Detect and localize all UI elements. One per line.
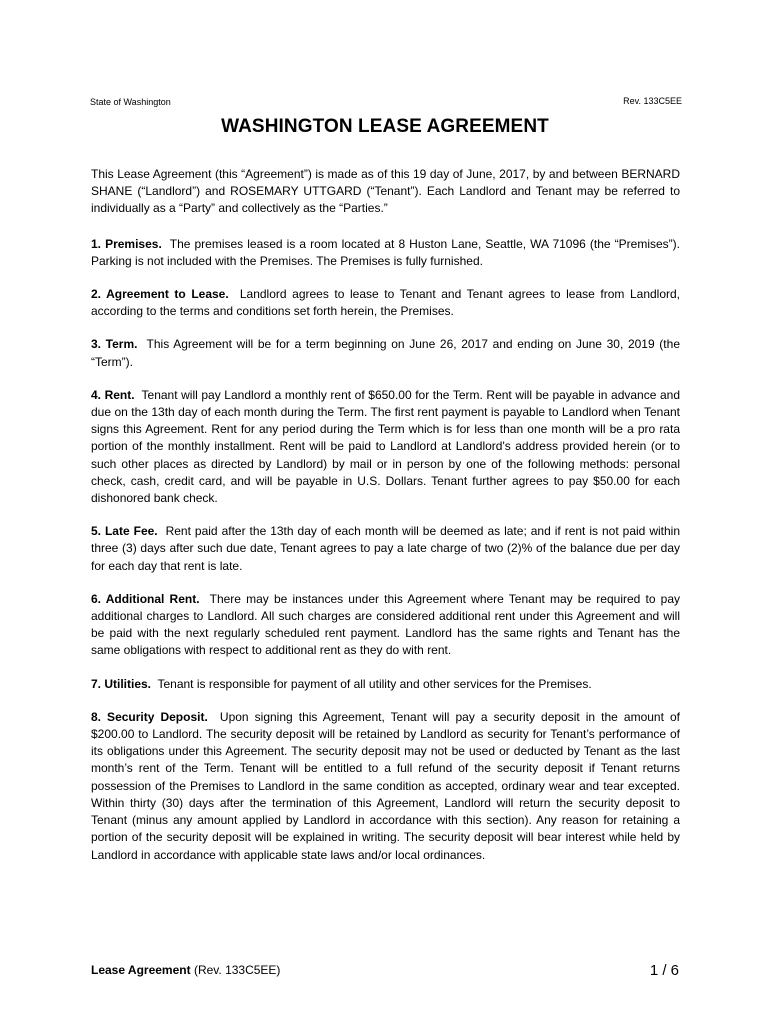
- section-text: Tenant is responsible for payment of all utility and other services for the Premises.: [157, 676, 592, 691]
- section-heading: 3. Term.: [91, 337, 138, 352]
- section-term: [91, 336, 680, 370]
- footer-doc-name: Lease Agreement: [91, 963, 191, 977]
- document-title: WASHINGTON LEASE AGREEMENT: [221, 116, 549, 137]
- section-additional-rent: [91, 591, 680, 660]
- section-heading: 7. Utilities.: [91, 676, 152, 691]
- section-late-fee: [91, 523, 680, 575]
- section-agreement-to-lease: [91, 286, 680, 320]
- state-label: State of Washington: [90, 97, 171, 107]
- section-heading: 6. Additional Rent.: [91, 591, 200, 606]
- section-text: This Agreement will be for a term beginning on June 26, 2017 and ending on June 30, 2019 (the “Term”).: [91, 337, 680, 369]
- section-text: Landlord agrees to lease to Tenant and Tenant agrees to lease from Landlord, according to the terms and conditions set forth herein, the Premises.: [91, 287, 681, 319]
- section-heading: 5. Late Fee.: [91, 524, 158, 539]
- section-heading: 2. Agreement to Lease.: [91, 287, 229, 302]
- section-text: There may be instances under this Agreement where Tenant may be required to pay additional charges to Landlord. All such charges are considered additional rent under this Agreement and will be paid with the next regularly scheduled rent payment. Landlord has the same rights and Tenant has the same obligations with respect to additional rent as they do with rent.: [91, 591, 680, 658]
- section-heading: 1. Premises.: [91, 236, 162, 251]
- section-security-deposit: [91, 709, 680, 864]
- section-premises: [91, 236, 680, 270]
- section-heading: 4. Rent.: [91, 387, 135, 402]
- section-heading: 8. Security Deposit.: [91, 709, 208, 724]
- intro-paragraph: This Lease Agreement (this “Agreement”) is made as of this 19 day of June, 2017, by and between BERNARD SHANE (“Landlord”) and ROSEMARY UTTGARD (“Tenant”). Each Landlord and Tenant may be referred to individually as a “Party” and collectively as the “Parties.”: [91, 167, 680, 216]
- footer-doc-rev: (Rev. 133C5EE): [193, 963, 281, 977]
- page-indicator: 1 / 6: [649, 962, 679, 979]
- footer-doc-label: [91, 963, 280, 977]
- revision-label: Rev. 133C5EE: [623, 96, 682, 106]
- section-text: Tenant will pay Landlord a monthly rent of $650.00 for the Term. Rent will be payable in advance and due on the 13th day of each month during the Term. The first rent payment is payable to Landlord when Tenant signs this Agreement. Rent for any period during the Term which is for less than one month will be a pro rata portion of the monthly installment. Rent will be paid to Landlord at Landlord's address provided herein (or to such other places as directed by Landlord) by mail or in person by one of the following methods: personal check, cash, credit card, and will be payable in U.S. Dollars. Tenant further agrees to pay $50.00 for each dishonored bank check.: [91, 387, 681, 506]
- document-body: [91, 166, 680, 880]
- section-rent: [91, 387, 680, 507]
- section-text: Rent paid after the 13th day of each month will be deemed as late; and if rent is not paid within three (3) days after such due date, Tenant agrees to pay a late charge of two (2)% of the balance due per day for each day that rent is late.: [91, 524, 680, 573]
- section-text: Upon signing this Agreement, Tenant will pay a security deposit in the amount of $200.00 to Landlord. The security deposit will be retained by Landlord as security for Tenant’s performance of its obligations under this Agreement. The security deposit may not be used or deducted by Tenant as the last month’s rent of the Term. Tenant will be entitled to a full refund of the security deposit if Tenant returns possession of the Premises to Landlord in the same condition as accepted, ordinary wear and tear excepted. Within thirty (30) days after the termination of this Agreement, Landlord will return the security deposit to Tenant (minus any amount applied by Landlord in accordance with this section). Any reason for retaining a portion of the security deposit will be explained in writing. The security deposit will bear interest while held by Landlord in accordance with applicable state laws and/or local ordinances.: [91, 709, 680, 862]
- section-utilities: [91, 676, 680, 693]
- section-text: The premises leased is a room located at 8 Huston Lane, Seattle, WA 71096 (the “Premises”). Parking is not included with the Premises. The Premises is fully furnished.: [91, 236, 680, 268]
